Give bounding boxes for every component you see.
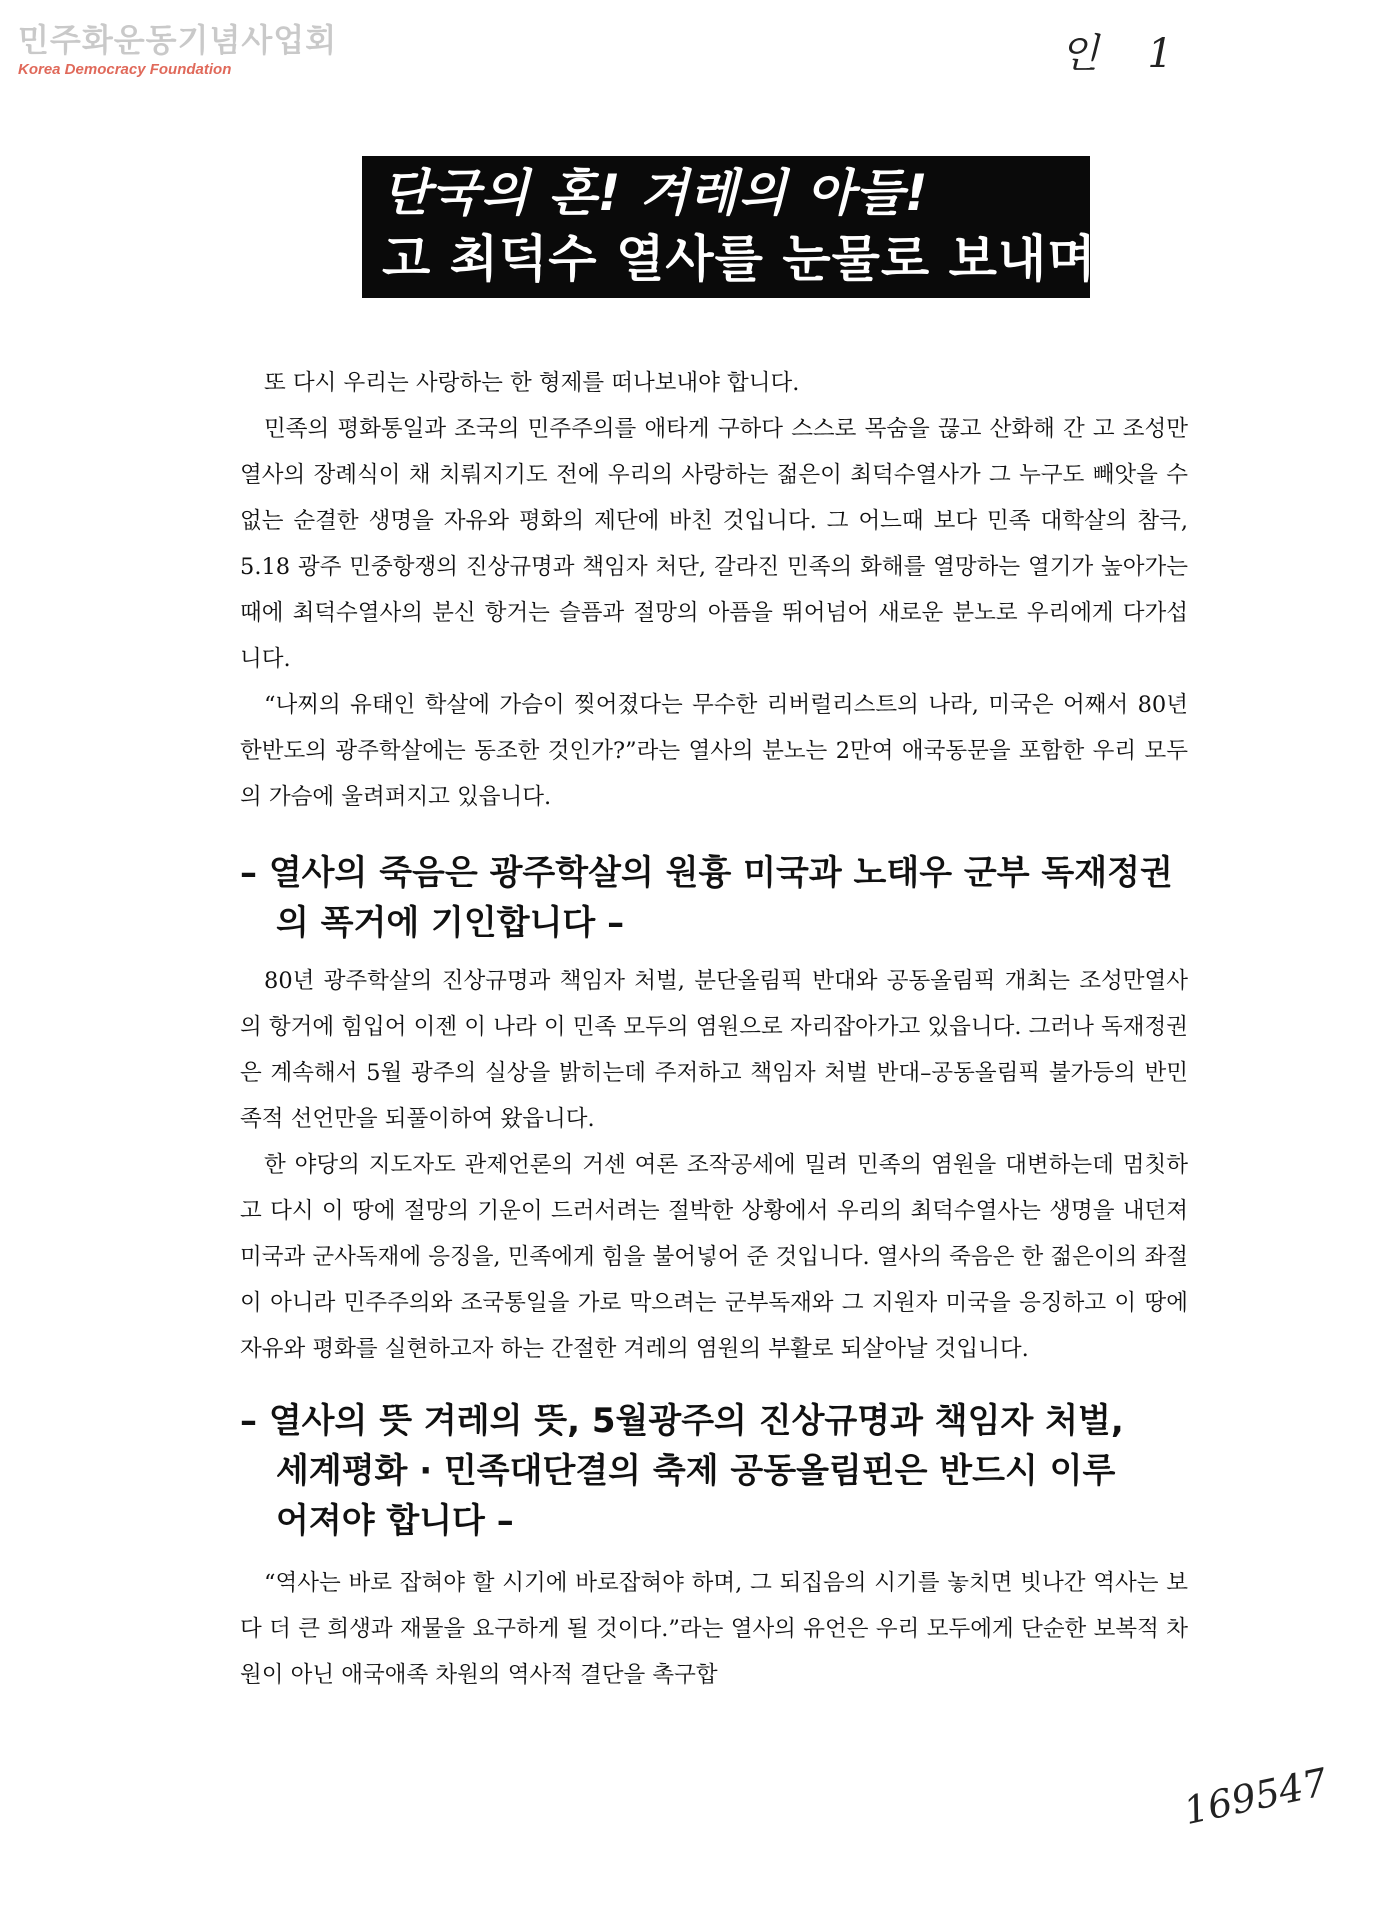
paragraph-intro: 또 다시 우리는 사랑하는 한 형제를 떠나보내야 합니다. — [264, 370, 800, 396]
foundation-logo — [18, 22, 337, 80]
paragraph-6: “역사는 바로 잡혀야 할 시기에 바로잡혀야 하며, 그 되집음의 시기를 놓치면 빗나간 역사는 보다 더 큰 희생과 재물을 요구하게 될 것이다.”라는 열사의 유언은 우리 모두에게 단순한 보복적 차원이 아닌 애국애족 차원의 역사적 결단을 촉구합 — [240, 1570, 1188, 1688]
title-line-2: 고 최덕수 열사를 눈물로 보내며 — [382, 230, 1097, 288]
logo-korean-text: 민주화운동기념사업회 — [18, 21, 338, 59]
paragraph-2: 민족의 평화통일과 조국의 민주주의를 애타게 구하다 스스로 목숨을 끊고 산화해 간 고 조성만열사의 장례식이 채 치뤄지기도 전에 우리의 사랑하는 젊은이 최덕수열사가 그 누구도 빼앗을 수 없는 순결한 생명을 자유와 평화의 제단에 바친 것입니다. 그 어느때 보다 민족 대학살의 참극, 5.18 광주 민중항쟁의 진상규명과 책임자 처단, 갈라진 민족의 화해를 열망하는 열기가 높아가는 때에 최덕수열사의 분신 항거는 슬픔과 절망의 아픔을 뛰어넘어 새로운 분노로 우리에게 다가섭니다. — [240, 416, 1188, 672]
logo-english-text: Korea Democracy Foundation — [18, 61, 232, 78]
title-line-1: 단국의 혼! 겨레의 아들! — [382, 164, 929, 222]
section-heading-1: – 열사의 죽음은 광주학살의 원흉 미국과 노태우 군부 독재정권의 폭거에 기인합니다 – — [240, 853, 1173, 943]
title-banner — [362, 156, 1097, 298]
paragraph-5: 한 야당의 지도자도 관제언론의 거센 여론 조작공세에 밀려 민족의 염원을 대변하는데 멈칫하고 다시 이 땅에 절망의 기운이 드러서려는 절박한 상황에서 우리의 최덕수열사는 생명을 내던져 미국과 군사독재에 응징을, 민족에게 힘을 불어넣어 준 것입니다. 열사의 죽음은 한 젊은이의 좌절이 아니라 민주주의와 조국통일을 가로 막으려는 군부독재와 그 지원자 미국을 응징하고 이 땅에 자유와 평화를 실현하고자 하는 간절한 겨레의 염원의 부활로 되살아날 것입니다. — [240, 1152, 1188, 1362]
handwritten-annotation-top: 인 1 — [1060, 31, 1191, 77]
paragraph-4: 80년 광주학살의 진상규명과 책임자 처벌, 분단올림픽 반대와 공동올림픽 개최는 조성만열사의 항거에 힘입어 이젠 이 나라 이 민족 모두의 염원으로 자리잡아가고 있읍니다. 그러나 독재정권은 계속해서 5월 광주의 실상을 밝히는데 주저하고 책임자 처벌 반대–공동올림픽 불가등의 반민족적 선언만을 되풀이하여 왔읍니다. — [240, 968, 1188, 1132]
handwritten-annotation-bottom: 169547 — [1180, 1759, 1332, 1834]
section-heading-2: – 열사의 뜻 겨레의 뜻, 5월광주의 진상규명과 책임자 처벌, 세계평화 · 민족대단결의 축제 공동올림핀은 반드시 이루어져야 합니다 – — [240, 1401, 1124, 1541]
document-body — [240, 360, 1188, 1698]
paragraph-3: “나찌의 유태인 학살에 가슴이 찢어졌다는 무수한 리버럴리스트의 나라, 미국은 어째서 80년 한반도의 광주학살에는 동조한 것인가?”라는 열사의 분노는 2만여 애국동문을 포함한 우리 모두의 가슴에 울려퍼지고 있읍니다. — [240, 692, 1188, 810]
